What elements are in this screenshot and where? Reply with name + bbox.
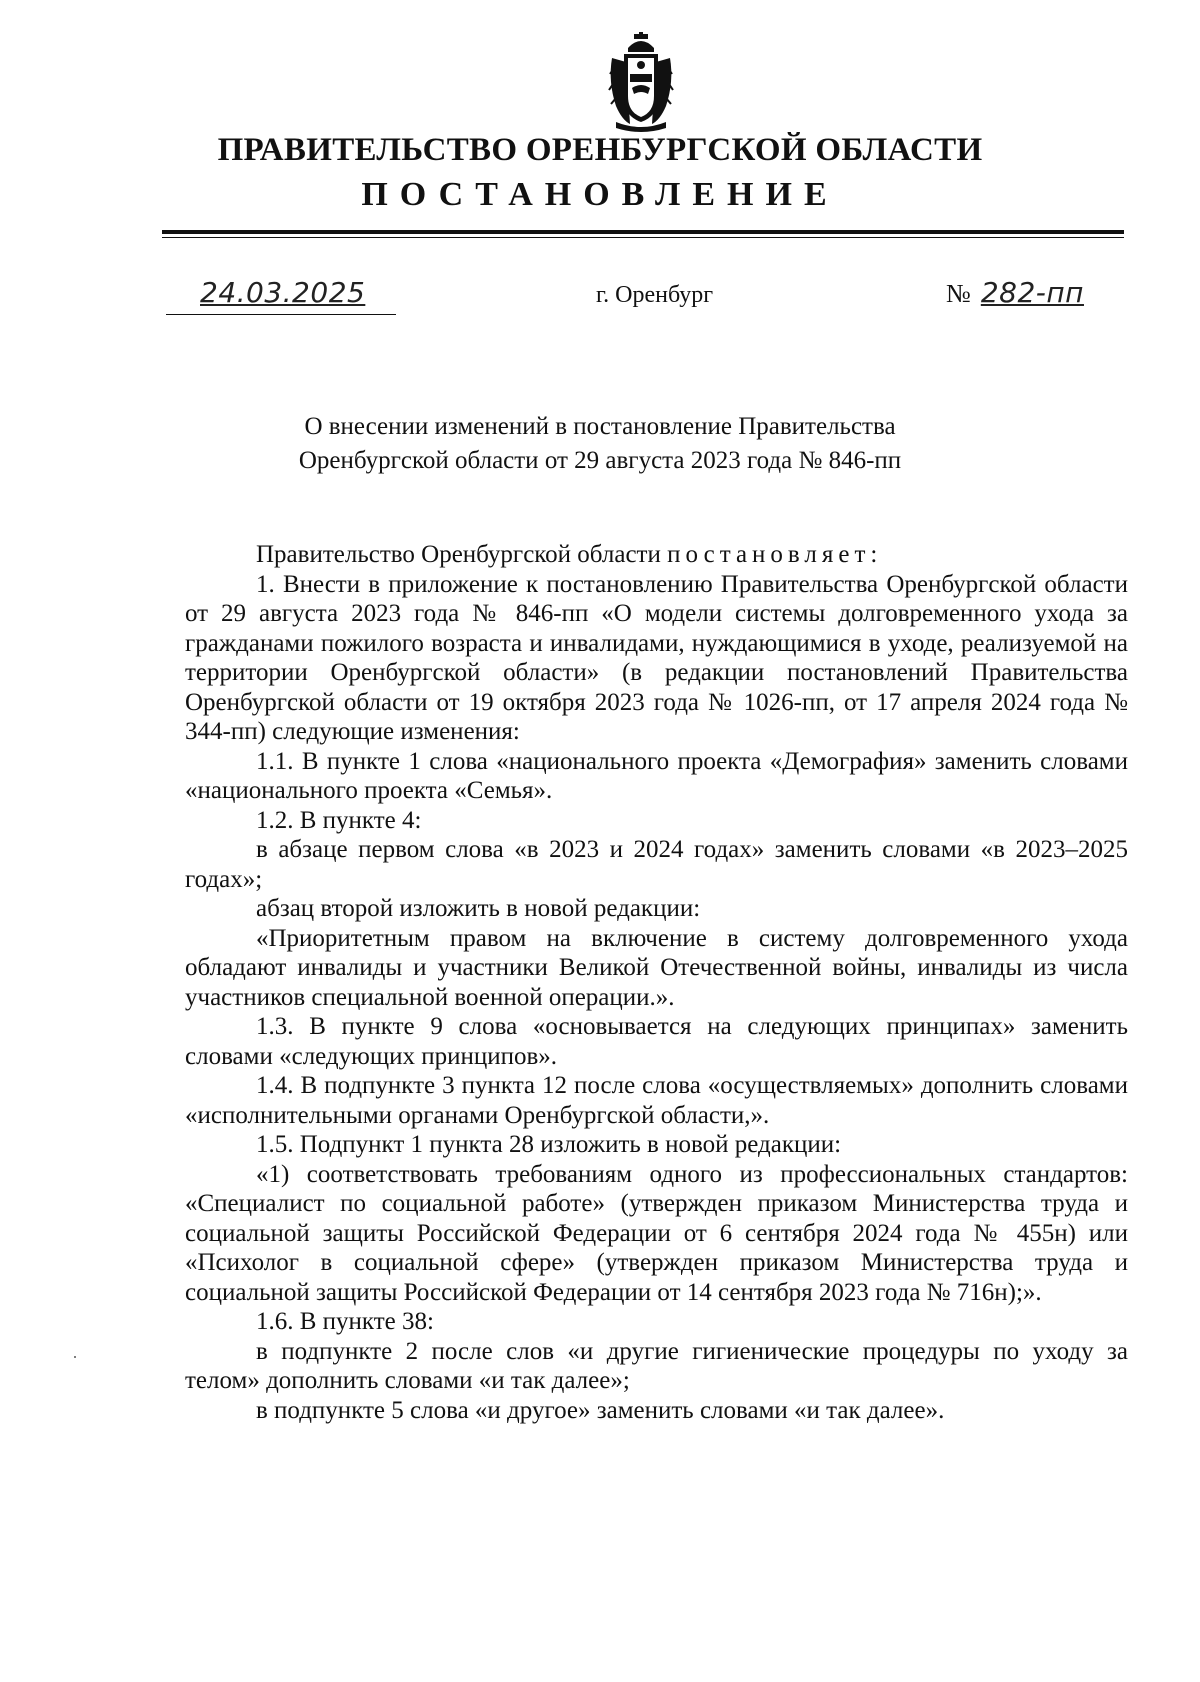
body-paragraph: в подпункте 2 после слов «и другие гигиенические процедуры по уходу за телом» дополнить словами «и так далее»; — [185, 1337, 1128, 1394]
date-field — [166, 276, 396, 315]
title-line: Оренбургской области от 29 августа 2023 года № 846-пп — [298, 447, 902, 474]
document-type: ПОСТАНОВЛЕНИЕ — [361, 176, 839, 213]
body-paragraph: в абзаце первом слова «в 2023 и 2024 годах» заменить словами «в 2023–2025 годах»; — [185, 836, 1128, 893]
intro-verb: постановляет: — [667, 541, 883, 568]
intro-paragraph — [185, 540, 1128, 570]
document-body — [185, 540, 1128, 1425]
document-title — [0, 410, 1200, 478]
body-paragraph: 1.2. В пункте 4: — [256, 806, 422, 834]
body-paragraph: 1.5. Подпункт 1 пункта 28 изложить в новой редакции: — [256, 1131, 842, 1158]
document-date: 24.03.2025 — [200, 276, 366, 309]
body-paragraph: 1.3. В пункте 9 слова «основывается на следующих принципах» заменить словами «следующих принципов». — [185, 1013, 1128, 1070]
body-paragraph: «Приоритетным правом на включение в систему долговременного ухода обладают инвалиды и участники Великой Отечественной войны, инвалиды из числа участников специальной военной операции.». — [185, 924, 1128, 1011]
scan-speck — [74, 1356, 76, 1358]
city: г. Оренбург — [596, 282, 714, 308]
body-paragraph: 1.6. В пункте 38: — [256, 1308, 434, 1335]
header-rule-thin — [162, 237, 1124, 238]
body-paragraph: в подпункте 5 слова «и другое» заменить словами «и так далее». — [256, 1396, 945, 1424]
coat-of-arms-icon — [608, 32, 674, 132]
number-field — [946, 276, 1084, 309]
intro-prefix: Правительство Оренбургской области — [256, 541, 661, 568]
body-paragraph: «1) соответствовать требованиям одного из профессиональных стандартов: «Специалист по социальной работе» (утвержден приказом Министерства труда и социальной защиты Российской Федерации от 6 сентября 2024 года № 455н) или «Психолог в социальной сфере» (утвержден приказом Министерства труда и социальной защиты Российской Федерации от 14 сентября 2023 года № 716н);». — [185, 1160, 1128, 1306]
document-number: 282-пп — [980, 276, 1084, 309]
number-label: № — [946, 279, 971, 308]
body-paragraph: абзац второй изложить в новой редакции: — [256, 895, 701, 922]
body-paragraph: 1.1. В пункте 1 слова «национального проекта «Демография» заменить словами «национального проекта «Семья». — [185, 747, 1128, 804]
title-line: О внесении изменений в постановление Правительства — [304, 413, 896, 440]
organization-name: ПРАВИТЕЛЬСТВО ОРЕНБУРГСКОЙ ОБЛАСТИ — [217, 132, 983, 168]
body-paragraph: 1. Внести в приложение к постановлению Правительства Оренбургской области от 29 августа 2023 года № 846-пп «О модели системы долговременного ухода за гражданами пожилого возраста и инвалидами, нуждающимися в уходе, реализуемой на территории Оренбургской области» (в редакции постановлений Правительства Оренбургской области от 19 октября 2023 года № 1026-пп, от 17 апреля 2024 года № 344-пп) следующие изменения: — [185, 570, 1128, 745]
body-paragraph: 1.4. В подпункте 3 пункта 12 после слова «осуществляемых» дополнить словами «исполнительными органами Оренбургской области,». — [185, 1072, 1128, 1129]
header-rule — [162, 230, 1124, 234]
